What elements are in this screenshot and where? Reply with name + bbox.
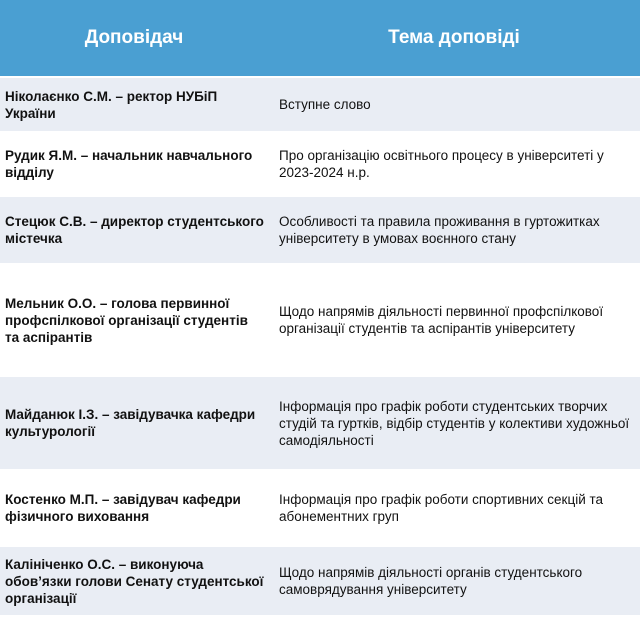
table-row (0, 196, 640, 264)
speaker-cell: Стецюк С.В. – директор студентського містечка (0, 196, 268, 264)
header-topic: Тема доповіді (268, 0, 640, 77)
topic-cell: Вступне слово (268, 77, 640, 132)
table-row (0, 376, 640, 470)
topic-cell: Щодо напрямів діяльності первинної профспілкової організації студентів та аспірантів університету (268, 264, 640, 376)
topic-cell: Інформація про графік роботи студентських творчих студій та гуртків, відбір студентів у колективи художньої самодіяльності (268, 376, 640, 470)
header-speaker: Доповідач (0, 0, 268, 77)
topic-cell: Щодо напрямів діяльності органів студентського самоврядування університету (268, 546, 640, 616)
header-row (0, 0, 640, 77)
speaker-cell: Калініченко О.С. – виконуюча обов’язки голови Сенату студентської організації (0, 546, 268, 616)
table-row (0, 264, 640, 376)
speaker-cell: Майданюк І.З. – завідувачка кафедри культурології (0, 376, 268, 470)
table-row (0, 470, 640, 546)
speaker-cell: Ніколаєнко С.М. – ректор НУБіП України (0, 77, 268, 132)
table-row (0, 77, 640, 132)
speaker-cell: Костенко М.П. – завідувач кафедри фізичного виховання (0, 470, 268, 546)
speaker-cell: Рудик Я.М. – начальник навчального відділу (0, 132, 268, 196)
table-row (0, 132, 640, 196)
topic-cell: Інформація про графік роботи спортивних секцій та абонементних груп (268, 470, 640, 546)
table-row (0, 546, 640, 616)
speaker-cell: Мельник О.О. – голова первинної профспілкової організації студентів та аспірантів (0, 264, 268, 376)
topic-cell: Особливості та правила проживання в гуртожитках університету в умовах воєнного стану (268, 196, 640, 264)
topic-cell: Про організацію освітнього процесу в університеті у 2023-2024 н.р. (268, 132, 640, 196)
